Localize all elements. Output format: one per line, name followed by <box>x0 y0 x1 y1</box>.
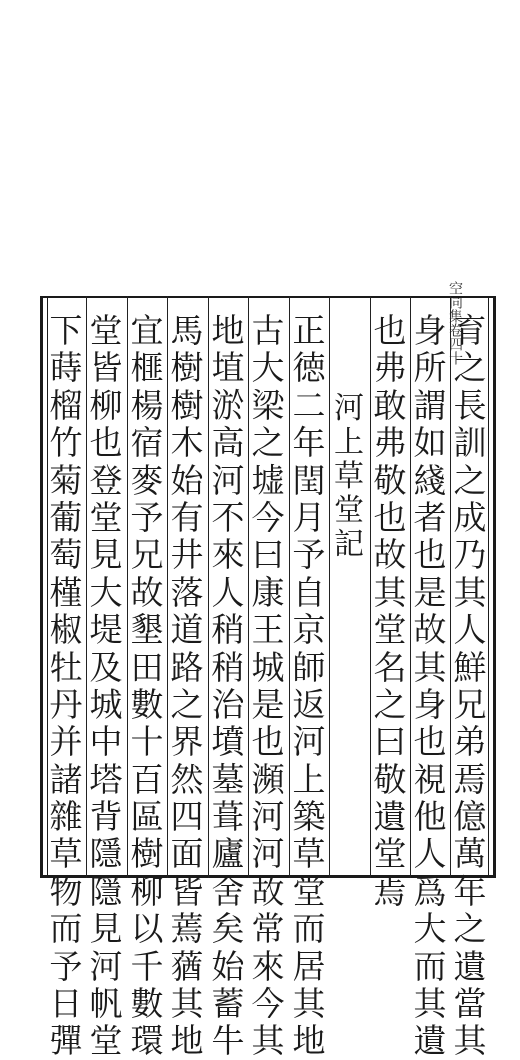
glyph: 故 <box>373 535 407 575</box>
glyph: 落 <box>170 572 204 612</box>
glyph: 堂 <box>373 610 407 650</box>
glyph: 田 <box>130 647 164 687</box>
glyph: 築 <box>292 797 326 837</box>
glyph: 蓄 <box>211 984 245 1024</box>
glyph: 名 <box>373 647 407 687</box>
glyph: 正 <box>292 311 326 350</box>
glyph: 背 <box>89 797 123 837</box>
glyph: 兄 <box>453 684 487 724</box>
glyph: 謂 <box>413 385 447 425</box>
glyph: 也 <box>413 722 447 762</box>
glyph: 弗 <box>373 423 407 463</box>
glyph: 廬 <box>211 834 245 874</box>
glyph: 然 <box>170 759 204 799</box>
glyph: 瀕 <box>251 759 285 799</box>
glyph: 始 <box>211 946 245 986</box>
glyph: 視 <box>413 759 447 799</box>
glyph: 堤 <box>89 610 123 650</box>
glyph: 之 <box>453 460 487 500</box>
glyph: 及 <box>89 647 123 687</box>
glyph: 墟 <box>251 460 285 500</box>
glyph: 大 <box>89 572 123 612</box>
glyph: 訓 <box>453 423 487 463</box>
glyph: 而 <box>292 909 326 949</box>
text-column <box>410 312 450 1060</box>
glyph: 河 <box>251 834 285 874</box>
glyph: 其 <box>453 1021 487 1060</box>
glyph: 舍 <box>211 871 245 911</box>
glyph: 槿 <box>49 572 83 612</box>
glyph: 故 <box>251 871 285 911</box>
glyph: 彈 <box>49 1021 83 1060</box>
glyph: 道 <box>170 610 204 650</box>
glyph: 王 <box>251 610 285 650</box>
glyph: 堂 <box>89 311 123 350</box>
text-column <box>248 312 288 1060</box>
glyph: 治 <box>211 684 245 724</box>
glyph: 來 <box>211 535 245 575</box>
glyph: 城 <box>89 684 123 724</box>
glyph: 稍 <box>211 647 245 687</box>
glyph: 上 <box>292 759 326 799</box>
glyph: 而 <box>413 946 447 986</box>
glyph: 高 <box>211 423 245 463</box>
glyph: 蕕 <box>170 946 204 986</box>
glyph: 其 <box>413 984 447 1024</box>
glyph: 大 <box>251 348 285 388</box>
glyph: 中 <box>89 722 123 762</box>
glyph: 其 <box>170 984 204 1024</box>
glyph: 成 <box>453 497 487 537</box>
glyph: 皆 <box>170 871 204 911</box>
glyph: 而 <box>49 909 83 949</box>
glyph: 之 <box>453 909 487 949</box>
glyph: 塔 <box>89 759 123 799</box>
glyph: 物 <box>49 871 83 911</box>
glyph: 宜 <box>130 311 164 350</box>
glyph: 牛 <box>211 1021 245 1060</box>
glyph: 人 <box>453 610 487 650</box>
glyph: 所 <box>413 348 447 388</box>
glyph: 城 <box>251 647 285 687</box>
glyph: 居 <box>292 946 326 986</box>
glyph: 柳 <box>130 871 164 911</box>
glyph: 蒔 <box>49 348 83 388</box>
glyph: 河 <box>251 797 285 837</box>
glyph: 身 <box>413 684 447 724</box>
glyph: 焉 <box>453 759 487 799</box>
glyph: 見 <box>89 535 123 575</box>
glyph: 十 <box>130 722 164 762</box>
glyph: 予 <box>292 535 326 575</box>
glyph: 人 <box>413 834 447 874</box>
glyph: 堂 <box>334 493 364 528</box>
glyph: 草 <box>292 834 326 874</box>
glyph: 墾 <box>130 610 164 650</box>
text-column <box>167 312 207 1060</box>
glyph: 之 <box>373 684 407 724</box>
margin-header: 空同集卷四十 <box>447 281 463 365</box>
glyph: 曰 <box>373 722 407 762</box>
glyph: 葺 <box>211 797 245 837</box>
glyph: 不 <box>211 497 245 537</box>
glyph: 蔫 <box>170 909 204 949</box>
glyph: 是 <box>413 572 447 612</box>
glyph: 河 <box>292 722 326 762</box>
glyph: 也 <box>251 722 285 762</box>
glyph: 弗 <box>373 348 407 388</box>
glyph: 淤 <box>211 385 245 425</box>
glyph: 有 <box>170 497 204 537</box>
glyph: 路 <box>170 647 204 687</box>
text-column <box>370 312 410 910</box>
glyph: 諸 <box>49 759 83 799</box>
glyph: 之 <box>170 684 204 724</box>
glyph: 予 <box>130 497 164 537</box>
glyph: 河 <box>334 391 364 426</box>
glyph: 之 <box>453 348 487 388</box>
glyph: 日 <box>49 984 83 1024</box>
glyph: 丹 <box>49 684 83 724</box>
glyph: 埴 <box>211 348 245 388</box>
glyph: 宿 <box>130 423 164 463</box>
glyph: 其 <box>453 572 487 612</box>
glyph: 大 <box>413 909 447 949</box>
glyph: 以 <box>130 909 164 949</box>
text-column <box>46 312 86 1060</box>
text-column <box>450 312 490 1060</box>
glyph: 來 <box>251 946 285 986</box>
glyph: 敢 <box>373 385 407 425</box>
glyph: 草 <box>49 834 83 874</box>
glyph: 身 <box>413 311 447 350</box>
glyph: 如 <box>413 423 447 463</box>
glyph: 麥 <box>130 460 164 500</box>
glyph: 上 <box>334 425 364 460</box>
glyph: 育 <box>453 311 487 350</box>
glyph: 面 <box>170 834 204 874</box>
glyph: 榧 <box>130 348 164 388</box>
essay-title <box>329 392 369 562</box>
glyph: 地 <box>211 311 245 350</box>
glyph: 也 <box>373 311 407 350</box>
glyph: 之 <box>251 423 285 463</box>
glyph: 百 <box>130 759 164 799</box>
glyph: 予 <box>49 946 83 986</box>
glyph: 矣 <box>211 909 245 949</box>
glyph: 常 <box>251 909 285 949</box>
glyph: 榴 <box>49 385 83 425</box>
glyph: 隱 <box>89 871 123 911</box>
glyph: 墳 <box>211 722 245 762</box>
glyph: 隱 <box>89 834 123 874</box>
glyph: 鮮 <box>453 647 487 687</box>
glyph: 木 <box>170 423 204 463</box>
glyph: 故 <box>130 572 164 612</box>
glyph: 萄 <box>49 535 83 575</box>
glyph: 是 <box>251 684 285 724</box>
glyph: 萬 <box>453 834 487 874</box>
glyph: 葡 <box>49 497 83 537</box>
text-column <box>289 312 329 1060</box>
text-column <box>127 312 167 1060</box>
glyph: 牡 <box>49 647 83 687</box>
glyph: 敬 <box>373 759 407 799</box>
glyph: 其 <box>373 572 407 612</box>
glyph: 也 <box>413 535 447 575</box>
glyph: 菊 <box>49 460 83 500</box>
glyph: 并 <box>49 722 83 762</box>
glyph: 自 <box>292 572 326 612</box>
glyph: 億 <box>453 797 487 837</box>
glyph: 兄 <box>130 535 164 575</box>
glyph: 見 <box>89 909 123 949</box>
glyph: 皆 <box>89 348 123 388</box>
column-rule <box>329 296 330 878</box>
glyph: 記 <box>334 527 364 562</box>
glyph: 環 <box>130 1021 164 1060</box>
glyph: 其 <box>413 647 447 687</box>
glyph: 堂 <box>89 1021 123 1060</box>
glyph: 墓 <box>211 759 245 799</box>
glyph: 樹 <box>170 348 204 388</box>
glyph: 河 <box>89 946 123 986</box>
glyph: 長 <box>453 385 487 425</box>
glyph: 焉 <box>373 871 407 911</box>
glyph: 草 <box>334 459 364 494</box>
glyph: 他 <box>413 797 447 837</box>
glyph: 其 <box>292 984 326 1024</box>
glyph: 下 <box>49 311 83 350</box>
glyph: 地 <box>292 1021 326 1060</box>
glyph: 數 <box>130 984 164 1024</box>
glyph: 登 <box>89 460 123 500</box>
glyph: 其 <box>251 1021 285 1060</box>
glyph: 界 <box>170 722 204 762</box>
glyph: 敬 <box>373 460 407 500</box>
glyph: 帆 <box>89 984 123 1024</box>
glyph: 者 <box>413 497 447 537</box>
glyph: 京 <box>292 610 326 650</box>
glyph: 曰 <box>251 535 285 575</box>
glyph: 遺 <box>373 797 407 837</box>
glyph: 柳 <box>89 385 123 425</box>
glyph: 數 <box>130 684 164 724</box>
glyph: 當 <box>453 984 487 1024</box>
glyph: 竹 <box>49 423 83 463</box>
glyph: 師 <box>292 647 326 687</box>
text-column <box>86 312 126 1060</box>
glyph: 井 <box>170 535 204 575</box>
glyph: 楊 <box>130 385 164 425</box>
glyph: 康 <box>251 572 285 612</box>
glyph: 堂 <box>292 871 326 911</box>
glyph: 古 <box>251 311 285 350</box>
glyph: 返 <box>292 684 326 724</box>
glyph: 梁 <box>251 385 285 425</box>
glyph: 今 <box>251 984 285 1024</box>
glyph: 稍 <box>211 610 245 650</box>
glyph: 椒 <box>49 610 83 650</box>
glyph: 千 <box>130 946 164 986</box>
glyph: 乃 <box>453 535 487 575</box>
glyph: 河 <box>211 460 245 500</box>
glyph: 年 <box>453 871 487 911</box>
glyph: 也 <box>89 423 123 463</box>
glyph: 徳 <box>292 348 326 388</box>
glyph: 也 <box>373 497 407 537</box>
glyph: 二 <box>292 385 326 425</box>
glyph: 區 <box>130 797 164 837</box>
glyph: 四 <box>170 797 204 837</box>
text-column <box>208 312 248 1060</box>
glyph: 遺 <box>413 1021 447 1060</box>
glyph: 年 <box>292 423 326 463</box>
glyph: 人 <box>211 572 245 612</box>
glyph: 故 <box>413 610 447 650</box>
glyph: 堂 <box>373 834 407 874</box>
glyph: 樹 <box>130 834 164 874</box>
glyph: 雜 <box>49 797 83 837</box>
glyph: 月 <box>292 497 326 537</box>
glyph: 綫 <box>413 460 447 500</box>
glyph: 始 <box>170 460 204 500</box>
glyph: 閏 <box>292 460 326 500</box>
glyph: 爲 <box>413 871 447 911</box>
glyph: 今 <box>251 497 285 537</box>
glyph: 樹 <box>170 385 204 425</box>
glyph: 遺 <box>453 946 487 986</box>
glyph: 弟 <box>453 722 487 762</box>
glyph: 堂 <box>89 497 123 537</box>
glyph: 地 <box>170 1021 204 1060</box>
glyph: 馬 <box>170 311 204 350</box>
